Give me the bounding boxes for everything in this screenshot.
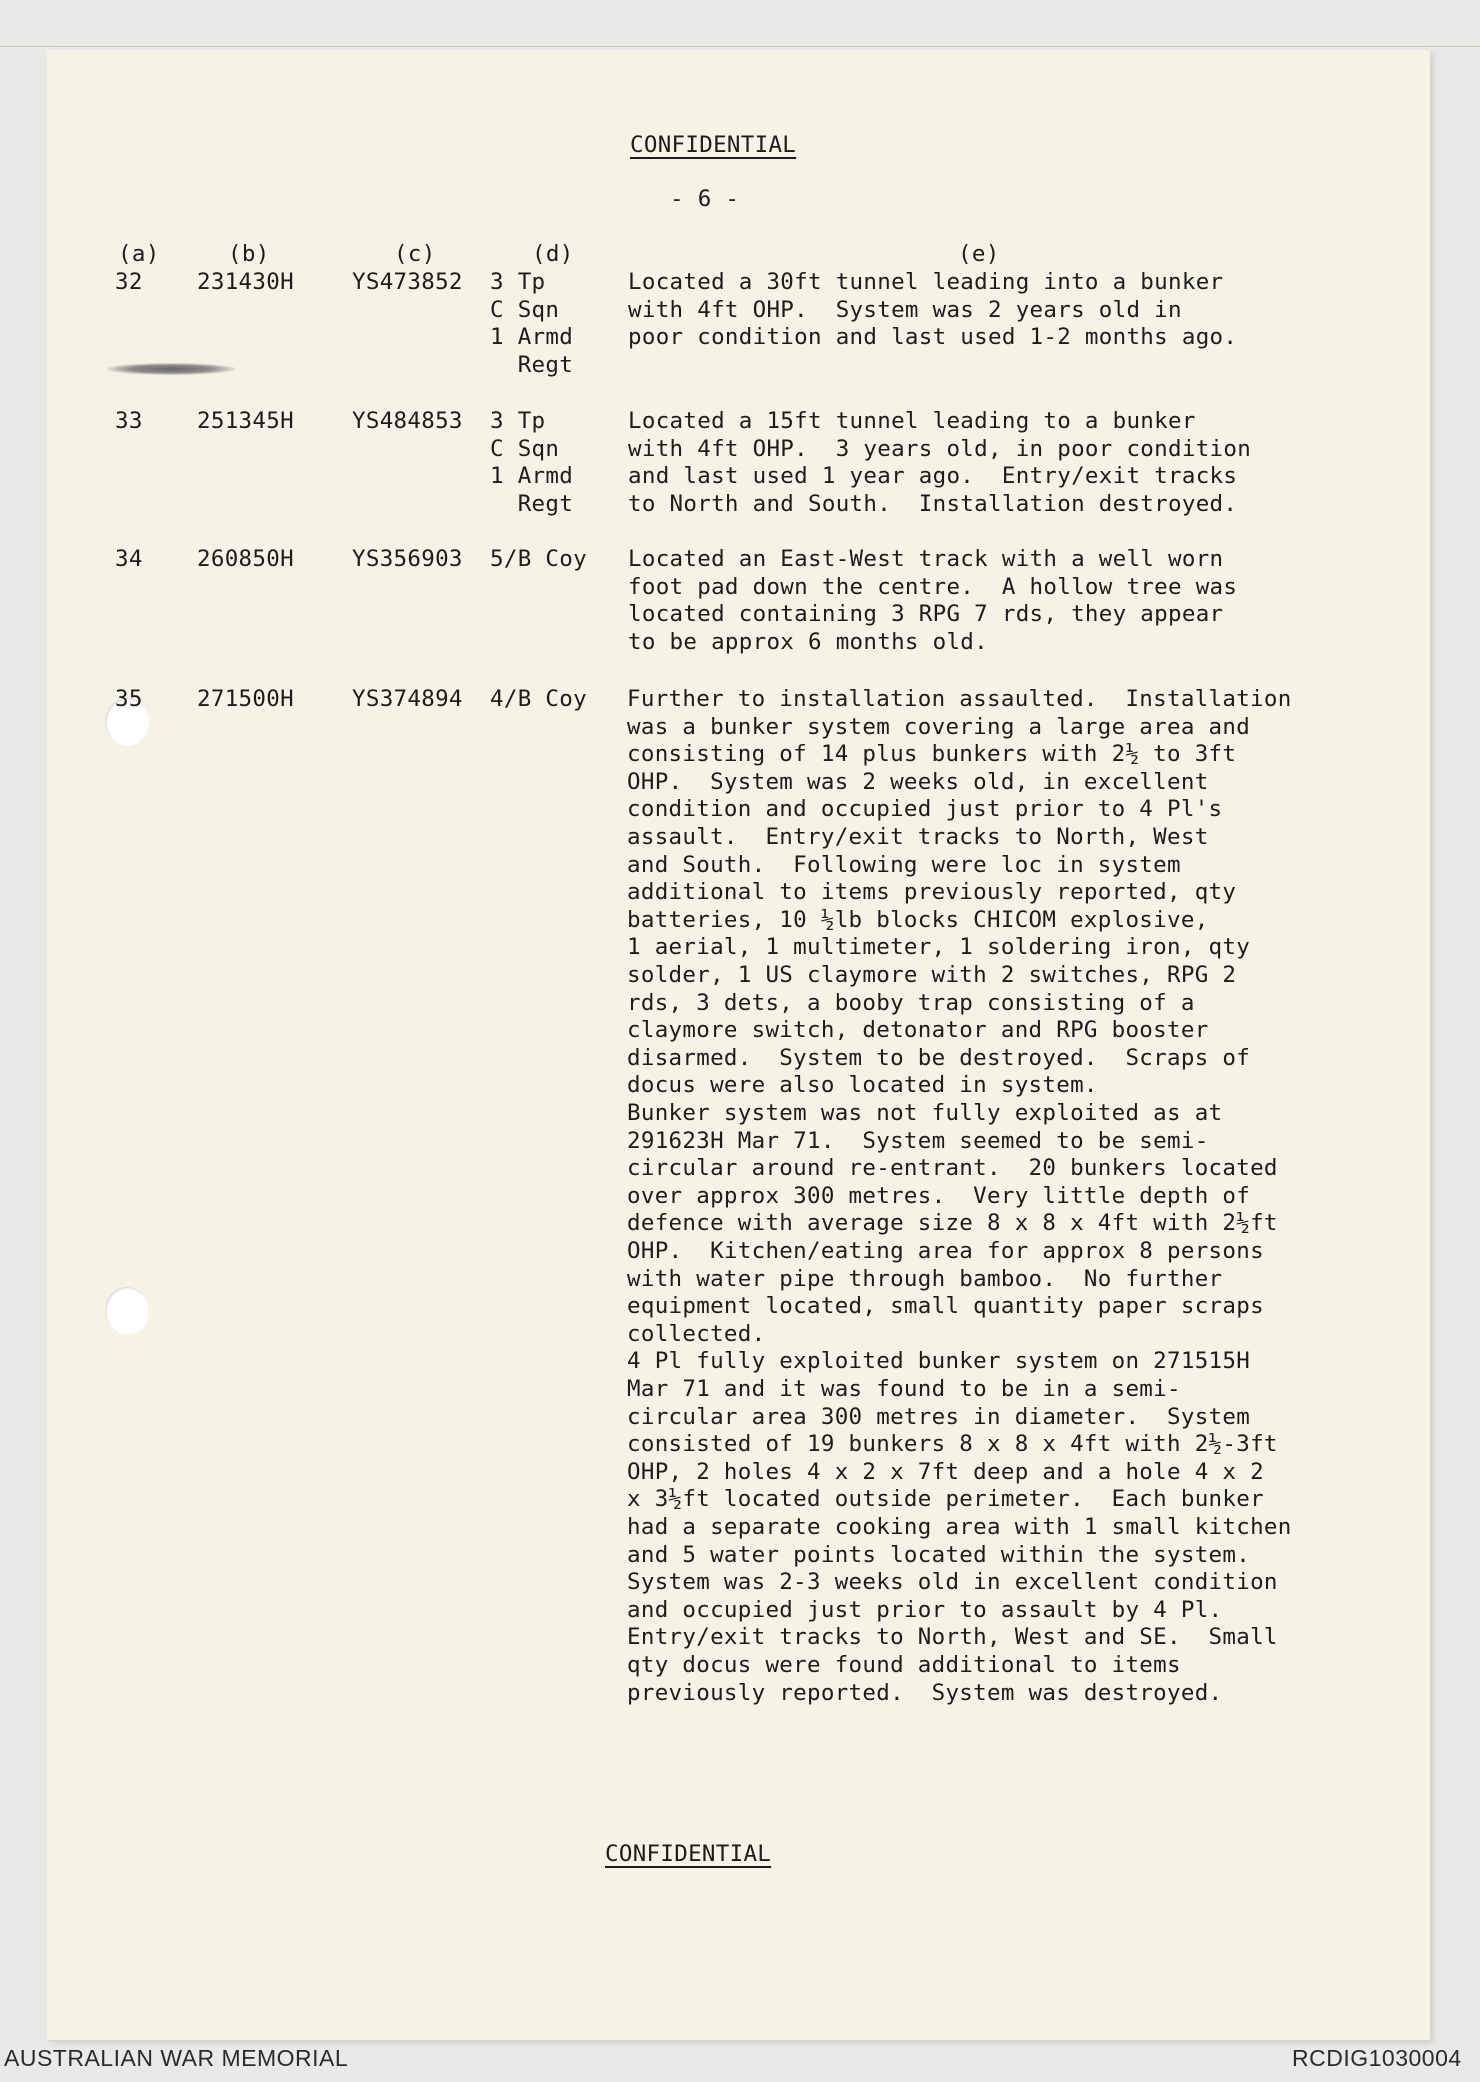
- remarks-line: docus were also located in system.: [627, 1072, 1098, 1099]
- remarks-line: collected.: [627, 1320, 766, 1347]
- grid-reference: YS484853: [352, 408, 463, 434]
- remarks-line: additional to items previously reported, qty: [627, 879, 1237, 906]
- grid-reference: YS356903: [352, 546, 463, 572]
- remarks-line: with 4ft OHP. 3 years old, in poor condition: [628, 435, 1252, 462]
- catalogue-id: RCDIG1030004: [1292, 2045, 1462, 2071]
- remarks-line: OHP, 2 holes 4 x 2 x 7ft deep and a hole 4 x 2: [627, 1458, 1264, 1485]
- serial-number: 34: [115, 546, 143, 572]
- column-heading-a: (a): [118, 241, 160, 267]
- remarks-line: poor condition and last used 1-2 months ago.: [628, 324, 1238, 351]
- remarks-line: foot pad down the centre. A hollow tree was: [628, 573, 1238, 600]
- unit-line: C Sqn: [490, 296, 560, 323]
- remarks-line: with water pipe through bamboo. No further: [627, 1265, 1223, 1292]
- remarks-line: rds, 3 dets, a booby trap consisting of a: [627, 989, 1195, 1016]
- footer-classification: CONFIDENTIAL: [605, 1841, 772, 1867]
- remarks-line: x 3½ft located outside perimeter. Each bunker: [627, 1486, 1264, 1513]
- remarks-line: to North and South. Installation destroyed.: [628, 490, 1238, 517]
- remarks-line: solder, 1 US claymore with 2 switches, RPG 2: [627, 962, 1237, 988]
- remarks-line: Located a 30ft tunnel leading into a bunker: [628, 269, 1224, 295]
- column-heading-e: (e): [958, 241, 1000, 267]
- remarks-line: Located an East-West track with a well worn: [628, 546, 1224, 572]
- remarks-line: defence with average size 8 x 8 x 4ft with 2½ft: [627, 1210, 1278, 1237]
- header-classification: CONFIDENTIAL: [630, 132, 797, 158]
- grid-reference: YS473852: [352, 269, 463, 295]
- unit-line: 3 Tp: [490, 269, 546, 295]
- unit-line: C Sqn: [490, 435, 560, 462]
- remarks-line: claymore switch, detonator and RPG booster: [627, 1017, 1209, 1044]
- remarks-line: circular around re-entrant. 20 bunkers located: [627, 1155, 1278, 1182]
- remarks-line: OHP. System was 2 weeks old, in excellent: [627, 768, 1209, 795]
- date-time-group: 231430H: [197, 269, 294, 295]
- unit-line: Regt: [490, 351, 574, 378]
- serial-number: 35: [115, 686, 143, 712]
- remarks-line: qty docus were found additional to items: [627, 1652, 1181, 1678]
- remarks-line: and 5 water points located within the system.: [627, 1541, 1251, 1568]
- remarks-line: consisted of 19 bunkers 8 x 8 x 4ft with 2½-3ft: [627, 1431, 1278, 1458]
- remarks-line: Bunker system was not fully exploited as at: [627, 1100, 1223, 1126]
- page-number: - 6 -: [670, 186, 740, 212]
- column-heading-b: (b): [228, 241, 270, 267]
- remarks-line: System was 2-3 weeks old in excellent condition: [627, 1569, 1278, 1596]
- remarks-line: and occupied just prior to assault by 4 Pl.: [627, 1596, 1223, 1623]
- unit-line: 4/B Coy: [490, 686, 587, 712]
- remarks-line: was a bunker system covering a large area and: [627, 713, 1251, 740]
- remarks-line: OHP. Kitchen/eating area for approx 8 persons: [627, 1238, 1264, 1264]
- unit-line: 5/B Coy: [490, 546, 587, 572]
- remarks-line: to be approx 6 months old.: [628, 628, 988, 655]
- grid-reference: YS374894: [352, 686, 463, 712]
- remarks-line: located containing 3 RPG 7 rds, they appear: [628, 601, 1224, 628]
- archive-name: AUSTRALIAN WAR MEMORIAL: [4, 2045, 349, 2071]
- remarks-line: previously reported. System was destroyed.: [627, 1679, 1223, 1706]
- column-heading-d: (d): [532, 241, 574, 267]
- unit-line: 3 Tp: [490, 408, 546, 434]
- remarks-line: consisting of 14 plus bunkers with 2½ to 3ft: [627, 741, 1237, 768]
- remarks-line: 4 Pl fully exploited bunker system on 271515H: [627, 1348, 1251, 1375]
- remarks-line: circular area 300 metres in diameter. System: [627, 1403, 1251, 1430]
- unit-line: 1 Armd: [490, 463, 574, 490]
- date-time-group: 260850H: [197, 546, 294, 572]
- remarks-line: Mar 71 and it was found to be in a semi-: [627, 1376, 1181, 1402]
- punch-hole-lower: [105, 1287, 149, 1335]
- remarks-line: and last used 1 year ago. Entry/exit tracks: [628, 463, 1238, 490]
- scan-edge-line: [0, 46, 1480, 47]
- date-time-group: 251345H: [197, 408, 294, 434]
- remarks-line: and South. Following were loc in system: [627, 851, 1181, 878]
- remarks-line: over approx 300 metres. Very little depth of: [627, 1182, 1251, 1209]
- remarks-line: 1 aerial, 1 multimeter, 1 soldering iron, qty: [627, 934, 1251, 961]
- remarks-line: batteries, 10 ½lb blocks CHICOM explosive,: [627, 906, 1209, 933]
- remarks-line: Entry/exit tracks to North, West and SE. Small: [627, 1624, 1278, 1651]
- date-time-group: 271500H: [197, 686, 294, 712]
- remarks-line: 291623H Mar 71. System seemed to be semi-: [627, 1127, 1209, 1154]
- remarks-line: Further to installation assaulted. Installation: [627, 686, 1292, 712]
- ink-smudge: [107, 363, 235, 375]
- remarks-line: had a separate cooking area with 1 small kitchen: [627, 1514, 1292, 1540]
- unit-line: 1 Armd: [490, 324, 574, 351]
- column-heading-c: (c): [394, 241, 436, 267]
- serial-number: 32: [115, 269, 143, 295]
- remarks-line: equipment located, small quantity paper scraps: [627, 1293, 1264, 1320]
- remarks-line: disarmed. System to be destroyed. Scraps of: [627, 1044, 1251, 1071]
- remarks-line: with 4ft OHP. System was 2 years old in: [628, 296, 1182, 323]
- remarks-line: assault. Entry/exit tracks to North, West: [627, 824, 1209, 850]
- unit-line: Regt: [490, 490, 574, 517]
- serial-number: 33: [115, 408, 143, 434]
- remarks-line: Located a 15ft tunnel leading to a bunker: [628, 408, 1196, 434]
- remarks-line: condition and occupied just prior to 4 Pl's: [627, 796, 1223, 823]
